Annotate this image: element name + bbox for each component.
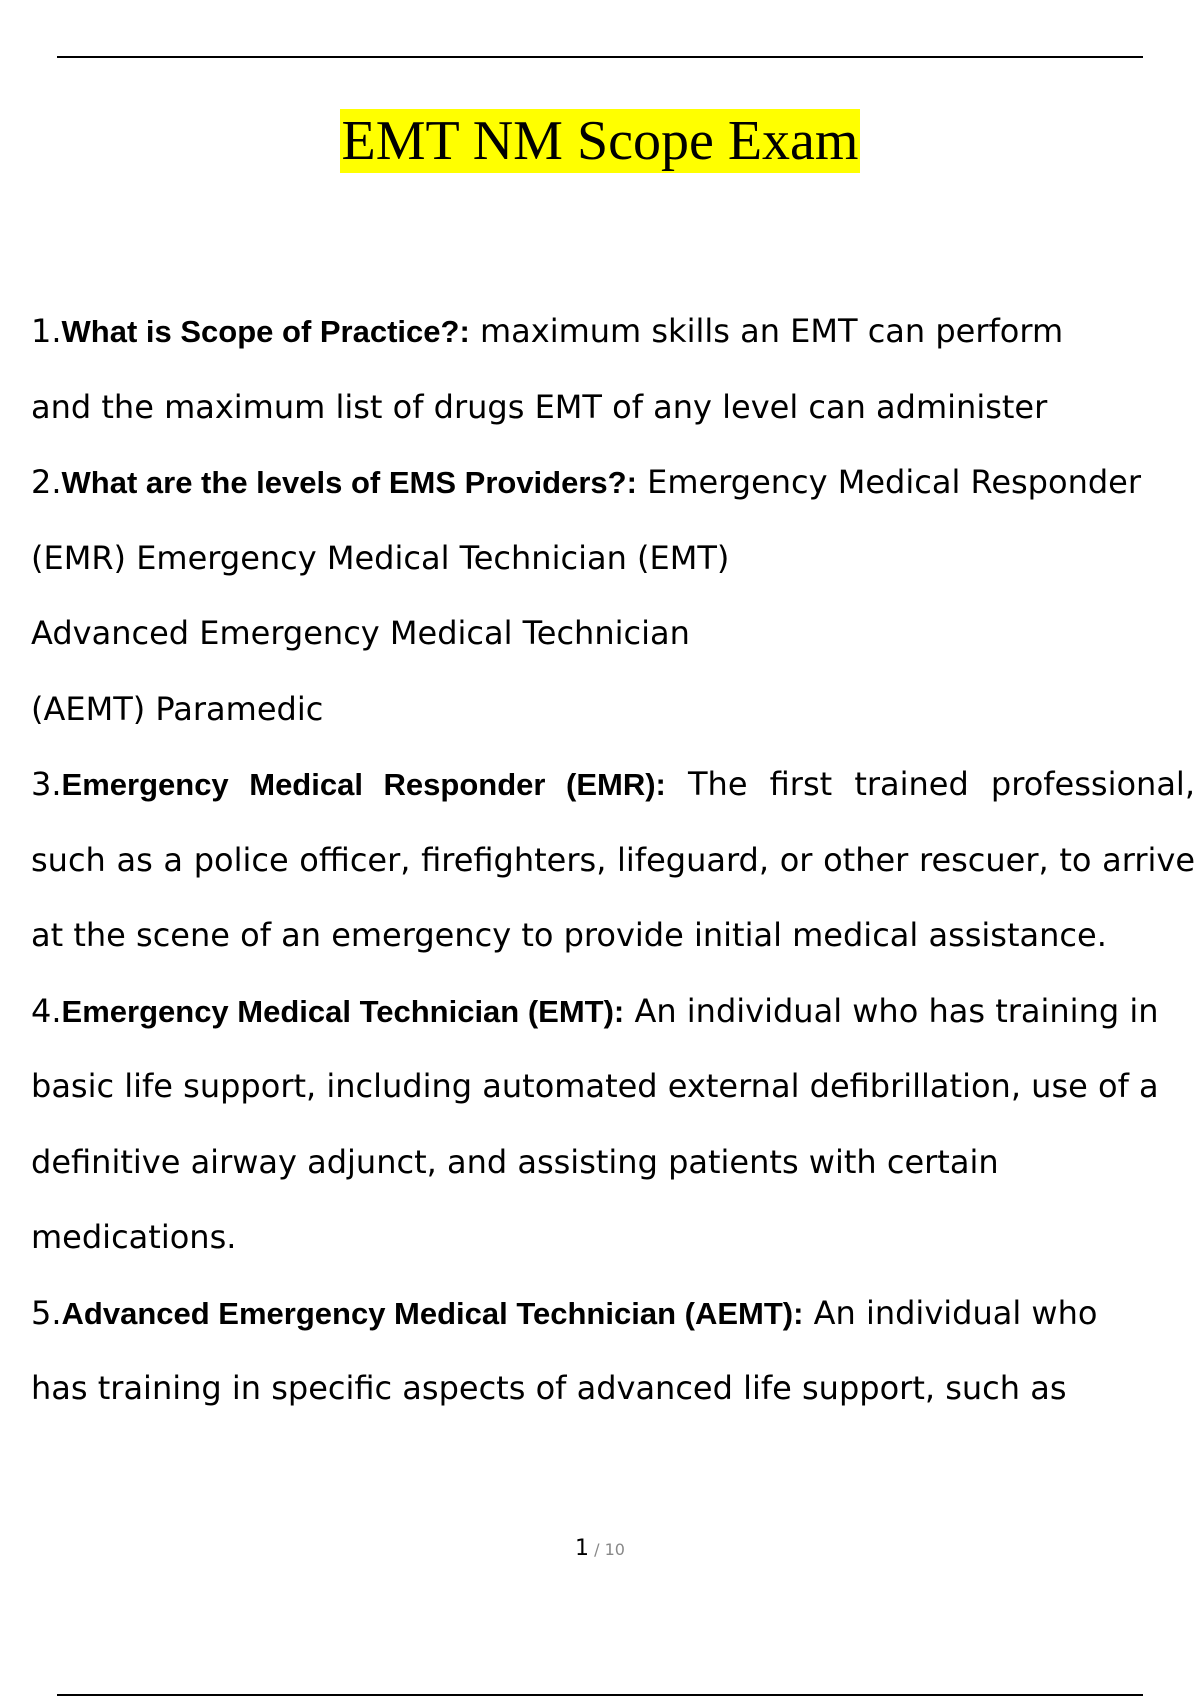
title-container [0, 109, 1200, 173]
question-line [31, 974, 1195, 1050]
answer-line: definitive airway adjunct, and assisting patients with certain [31, 1142, 999, 1181]
answer-text: Emergency Medical Responder [636, 463, 1141, 501]
answer-text: An individual who [803, 1293, 1098, 1332]
answer-line: medications. [31, 1218, 237, 1256]
answer-line: and the maximum list of drugs EMT of any level can administer [31, 387, 1048, 426]
question-line [31, 445, 1195, 521]
question-item-3 [31, 747, 1195, 974]
question-line [31, 1276, 1195, 1352]
page-total: / 10 [589, 1540, 625, 1559]
bottom-rule [57, 1694, 1143, 1696]
answer-line: has training in specific aspects of advanced life support, such as [31, 1369, 1067, 1407]
answer-line: (AEMT) Paramedic [31, 689, 324, 728]
question-number: 2. [31, 463, 62, 501]
answer-line: (EMR) Emergency Medical Technician (EMT) [31, 538, 730, 577]
page-number [0, 1536, 1200, 1561]
question-item-4 [31, 974, 1195, 1276]
answer-text: maximum skills an EMT can perform [469, 312, 1064, 350]
answer-text: An individual who has training in [624, 991, 1159, 1030]
question-number: 5. [31, 1293, 62, 1332]
page-current: 1 [575, 1536, 590, 1561]
question-item-2 [31, 445, 1195, 747]
question-label: Advanced Emergency Medical Technician (AEMT): [61, 1295, 804, 1331]
answer-line: Advanced Emergency Medical Technician [31, 614, 690, 652]
answer-line: basic life support, including automated external defibrillation, use of a [31, 1067, 1159, 1105]
answer-text: The first trained professional, such as a police officer, firefighters, lifeguard, or other rescuer, to arrive at the scene of an emergency to provide initial medical assistance. [31, 765, 1195, 954]
question-label: Emergency Medical Technician (EMT): [61, 993, 625, 1029]
question-line [31, 294, 1195, 370]
question-number: 3. [31, 765, 62, 803]
question-label: What is Scope of Practice?: [61, 314, 470, 349]
question-number: 1. [31, 312, 62, 350]
document-title: EMT NM Scope Exam [341, 110, 859, 172]
top-rule [57, 56, 1143, 58]
question-item-1 [31, 294, 1195, 445]
question-label: What are the levels of EMS Providers?: [61, 465, 637, 500]
question-item-5 [31, 1276, 1195, 1427]
question-label: Emergency Medical Responder (EMR): [61, 767, 666, 802]
question-paragraph [31, 747, 1195, 974]
question-number: 4. [31, 991, 62, 1030]
questions-list [31, 294, 1195, 1427]
